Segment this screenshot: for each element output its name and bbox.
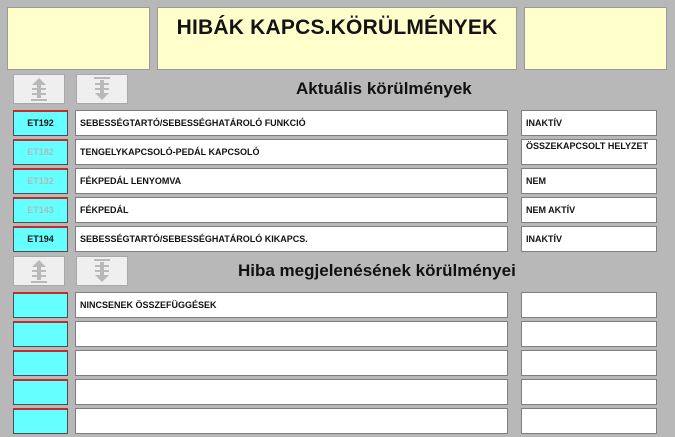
scroll-up-button[interactable]	[13, 256, 65, 286]
description-field: TENGELYKAPCSOLÓ-PEDÁL KAPCSOLÓ	[75, 139, 508, 165]
description-field	[75, 408, 508, 434]
state-field: NEM	[521, 168, 657, 194]
code-button-et132[interactable]: ET132	[13, 168, 68, 194]
state-field	[521, 350, 657, 376]
header-title-panel	[157, 7, 517, 70]
state-field: ÖSSZEKAPCSOLT HELYZET	[521, 139, 657, 165]
state-field	[521, 408, 657, 434]
page-title: HIBÁK KAPCS.KÖRÜLMÉNYEK	[176, 16, 498, 39]
state-field	[521, 321, 657, 347]
header-right-panel	[524, 7, 667, 70]
scroll-down-icon	[92, 76, 112, 102]
state-field	[521, 379, 657, 405]
current-conditions-title: Aktuális körülmények	[296, 79, 472, 98]
state-field	[521, 292, 657, 318]
scroll-down-button[interactable]	[76, 256, 128, 286]
description-field: SEBESSÉGTARTÓ/SEBESSÉGHATÁROLÓ FUNKCIÓ	[75, 110, 508, 136]
scroll-up-icon	[29, 258, 49, 284]
header-left-panel	[7, 7, 150, 70]
fault-conditions-title: Hiba megjelenésének körülményei	[238, 261, 516, 280]
scroll-up-button[interactable]	[13, 74, 65, 104]
scroll-up-icon	[29, 76, 49, 102]
code-button-et143[interactable]: ET143	[13, 197, 68, 223]
code-button[interactable]	[13, 379, 68, 405]
code-button-et192[interactable]: ET192	[13, 110, 68, 136]
description-field: NINCSENEK ÖSSZEFÜGGÉSEK	[75, 292, 508, 318]
scroll-down-button[interactable]	[76, 74, 128, 104]
description-field	[75, 379, 508, 405]
state-field: INAKTÍV	[521, 110, 657, 136]
description-field: FÉKPEDÁL LENYOMVA	[75, 168, 508, 194]
code-button-et194[interactable]: ET194	[13, 226, 68, 252]
code-button[interactable]	[13, 292, 68, 318]
code-button-et182[interactable]: ET182	[13, 139, 68, 165]
description-field: FÉKPEDÁL	[75, 197, 508, 223]
code-button[interactable]	[13, 408, 68, 434]
state-field: NEM AKTÍV	[521, 197, 657, 223]
description-field	[75, 321, 508, 347]
description-field	[75, 350, 508, 376]
code-button[interactable]	[13, 321, 68, 347]
scroll-down-icon	[92, 258, 112, 284]
description-field: SEBESSÉGTARTÓ/SEBESSÉGHATÁROLÓ KIKAPCS.	[75, 226, 508, 252]
state-field: INAKTÍV	[521, 226, 657, 252]
code-button[interactable]	[13, 350, 68, 376]
